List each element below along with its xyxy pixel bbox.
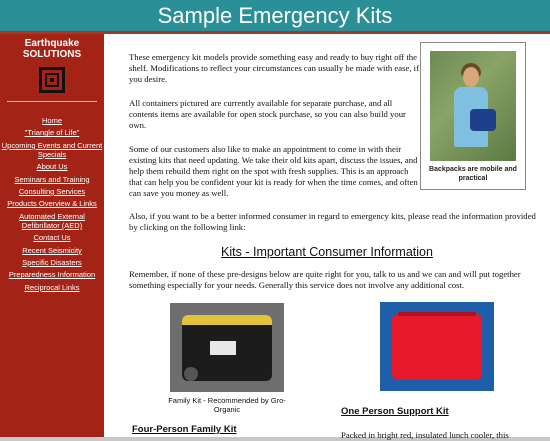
one-person-kit-image — [380, 302, 494, 391]
nav-link-about-us[interactable]: About Us — [36, 162, 68, 172]
backpack-photo-frame — [420, 42, 526, 190]
four-person-kit-heading[interactable]: Four-Person Family Kit — [132, 424, 237, 435]
nav-link-reciprocal[interactable]: Reciprocal Links — [24, 282, 80, 292]
concentric-square-icon — [39, 67, 65, 93]
one-person-kit-heading[interactable]: One Person Support Kit — [341, 406, 449, 417]
appointment-paragraph: Some of our customers also like to make an appointment to come in with their existing kits that need updating. We take their old kits apart, discuss the issues, and help them rebuild them right on the spot with fresh supplies. This is an approach that can help you be confident your kit is ready for when the time comes, and often can save you money as well. — [129, 144, 418, 198]
photo-caption: Backpacks are mobile and practical — [429, 166, 517, 182]
main-content — [104, 34, 550, 440]
nav-link-seminars[interactable]: Seminars and Training — [14, 174, 90, 184]
brand-line-1: Earthquake — [24, 38, 80, 49]
family-kit-image — [170, 303, 284, 392]
remember-paragraph: Remember, if none of these pre-designs below are quite right for you, talk to us and we can and will put together something especially for your needs. Generally this service does not involve any additional cost. — [129, 269, 521, 290]
nav-link-aed[interactable]: Automated External Defibrillator (AED) — [19, 211, 85, 230]
intro-paragraph: These emergency kit models provide something easy and ready to buy right off the shelf. Modifications to reflect your circumstances can usually be made with ease, if you desire. — [129, 52, 419, 84]
sidebar-nav — [0, 116, 104, 292]
nav-link-contact[interactable]: Contact Us — [33, 233, 71, 243]
consumer-info-link[interactable]: Kits - Important Consumer Information — [221, 245, 433, 259]
nav-link-consulting[interactable]: Consulting Services — [18, 186, 86, 196]
page-title: Sample Emergency Kits — [157, 3, 393, 28]
nav-link-preparedness[interactable]: Preparedness Information — [8, 270, 96, 280]
nav-link-disasters[interactable]: Specific Disasters — [22, 257, 82, 267]
backpack-photo — [430, 51, 516, 161]
brand-line-2: SOLUTIONS — [22, 49, 82, 60]
sidebar-divider — [7, 101, 97, 102]
containers-paragraph: All containers pictured are currently available for separate purchase, and all contents items are available for open stock purchase, so you can also build your own. — [129, 98, 406, 130]
nav-link-triangle-of-life[interactable]: "Triangle of Life" — [24, 128, 80, 138]
informed-paragraph: Also, if you want to be a better informed consumer in regard to emergency kits, please read the information provided by clicking on the following link: — [129, 211, 536, 232]
nav-link-products[interactable]: Products Overview & Links — [7, 199, 97, 209]
one-person-kit-text: Packed in bright red, insulated lunch cooler, this — [341, 430, 509, 440]
header-banner — [0, 0, 550, 34]
sidebar — [0, 34, 104, 437]
nav-link-seismicity[interactable]: Recent Seismicity — [22, 245, 82, 255]
nav-link-home[interactable]: Home — [41, 116, 62, 125]
brand-name — [0, 38, 104, 60]
family-kit-caption: Family Kit - Recommended by Gro-Organic — [168, 396, 286, 414]
nav-link-upcoming-events[interactable]: Upcoming Events and Current Specials — [1, 140, 103, 159]
